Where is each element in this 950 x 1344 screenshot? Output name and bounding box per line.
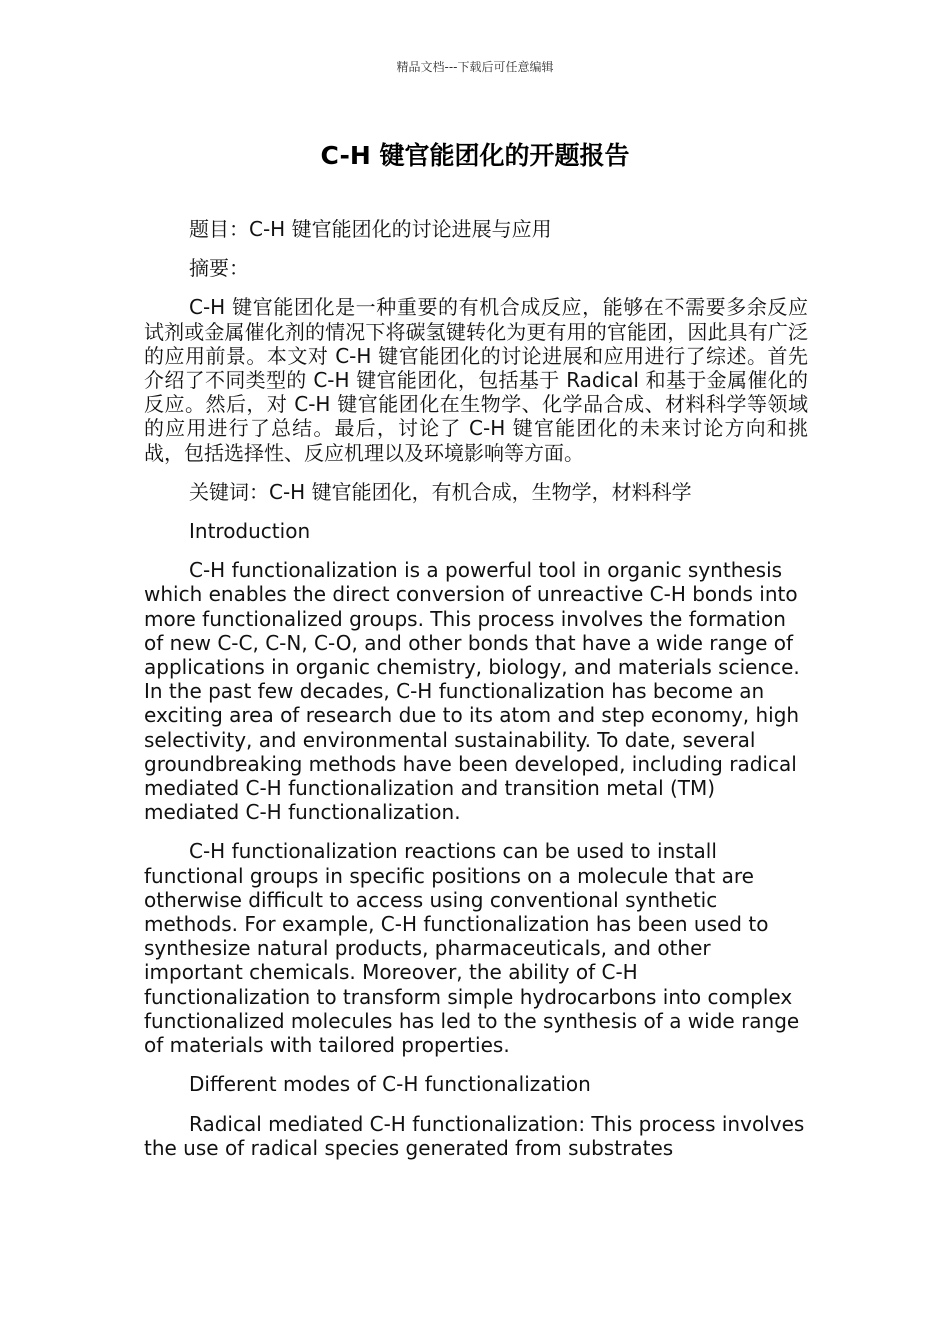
keywords-line: 关键词：C-H 键官能团化，有机合成，生物学，材料科学 <box>189 479 692 504</box>
document-body <box>144 217 808 1175</box>
modes-paragraph-1: Radical mediated C-H functionalization: This process involves the use of radical species generated from substrates <box>144 1111 805 1160</box>
abstract-label: 摘要： <box>189 256 249 281</box>
abstract-paragraph: C-H 键官能团化是一种重要的有机合成反应，能够在不需要多余反应试剂或金属催化剂的情况下将碳氢键转化为更有用的官能团，因此具有广泛的应用前景。本文对 C-H 键官能团化的讨论进展和应用进行了综述。首先介绍了不同类型的 C-H 键官能团化，包括基于 Radical 和基于金属催化的反应。然后，对 C-H 键官能团化在生物学、化学品合成、材料科学等领域的应用进行了总结。最后，讨论了 C-H 键官能团化的未来讨论方向和挑战，包括选择性、反应机理以及环境影响等方面。 <box>144 295 808 465</box>
header-note: 精品文档---下载后可任意编辑 <box>396 60 554 74</box>
topic-line: 题目：C-H 键官能团化的讨论进展与应用 <box>189 217 552 241</box>
modes-heading: Different modes of C-H functionalization <box>189 1072 591 1097</box>
document-title: C-H 键官能团化的开题报告 <box>320 141 630 170</box>
introduction-heading: Introduction <box>189 519 311 544</box>
introduction-paragraph-1: C-H functionalization is a powerful tool in organic synthesis which enables the direct conversion of unreactive C-H bonds into more functionalized groups. This process involves the formation of new C-C, C-N, C-O, and other bonds that have a wide range of applications in organic chemistry, biology, and materials science. In the past few decades, C-H functionalization has become an exciting area of research due to its atom and step economy, high selectivity, and environmental sustainability. To date, several groundbreaking methods have been developed, including radical mediated C-H functionalization and transition metal (TM) mediated C-H functionalization. <box>144 558 800 825</box>
introduction-paragraph-2: C-H functionalization reactions can be used to install functional groups in specific positions on a molecule that are otherwise difficult to access using conventional synthetic methods. For example, C-H functionalization has been used to synthesize natural products, pharmaceuticals, and other important chemicals. Moreover, the ability of C-H functionalization to transform simple hydrocarbons into complex functionalized molecules has led to the synthesis of a wide range of materials with tailored properties. <box>144 839 800 1058</box>
